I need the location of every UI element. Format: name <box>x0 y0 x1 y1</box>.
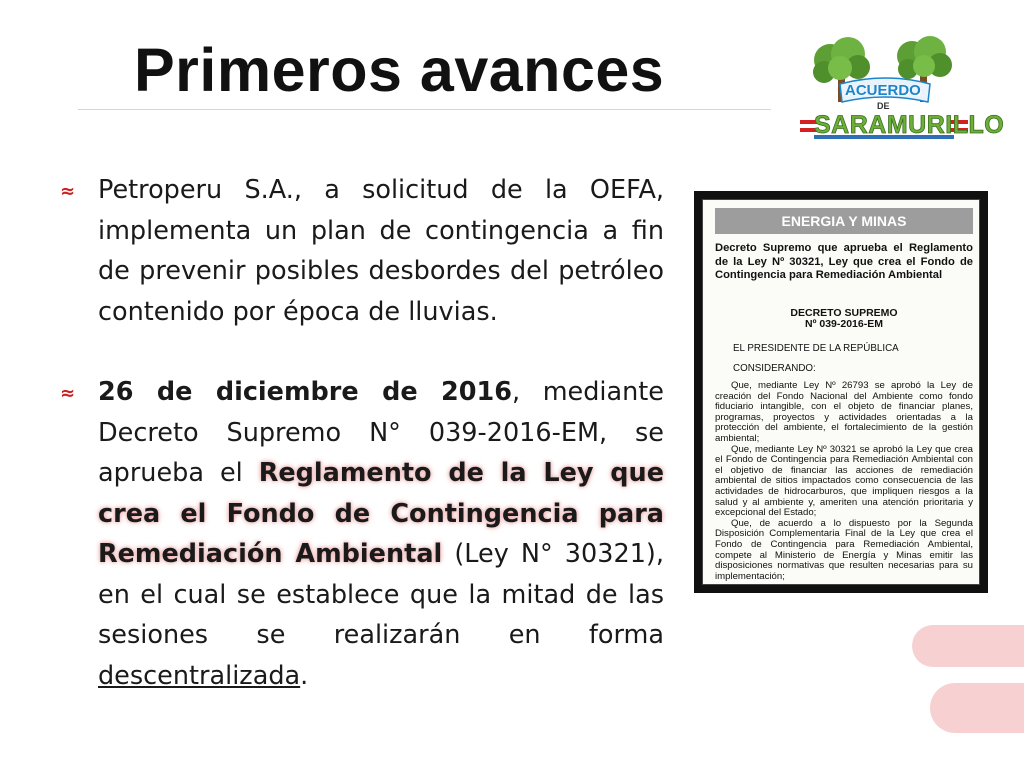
clipping-section-header: ENERGIA Y MINAS <box>715 208 973 234</box>
bullet-marker-icon: ≈ <box>60 383 76 404</box>
clipping-body <box>715 381 973 582</box>
regulation-highlight: Reglamento de la Ley que crea el Fondo de Contingencia para Remediación Ambiental <box>98 458 664 569</box>
clipping-paragraph: Que, de acuerdo a lo dispuesto por la Segunda Disposición Complementaria Final de la Ley que crea el Fondo de Contingencia para Remediación Ambiental, compete al Ministerio de Energía y Minas emitir las disposiciones normativas que resulten necesarias para su implementación; <box>715 517 973 582</box>
clipping-considerando: CONSIDERANDO: <box>733 363 816 374</box>
bullet-text-part: (Ley N° 30321), en el cual se establece que la mitad de las sesiones se realizarán en forma <box>98 539 664 650</box>
clipping-president: EL PRESIDENTE DE LA REPÚBLICA <box>733 343 899 354</box>
bullet-item <box>60 170 664 332</box>
underlined-term: descentralizada <box>98 660 301 691</box>
decree-label: DECRETO SUPREMO <box>790 307 898 319</box>
logo-word-saramurillo: SARAMURILLO <box>814 111 1005 139</box>
acuerdo-de-saramurillo-logo <box>800 32 1005 147</box>
decree-number: Nº 039-2016-EM <box>805 318 883 330</box>
title-divider <box>78 109 771 110</box>
bullet-text-part: , mediante Decreto Supremo N° 039-2016-EM, se aprueba el <box>98 377 664 488</box>
bullet-date: 26 de diciembre de 2016 <box>98 377 512 407</box>
decree-clipping-image <box>694 191 988 593</box>
clipping-paragraph: Que, mediante Ley Nº 30321 se aprobó la Ley que crea el Fondo de Contingencia para Remediación Ambiental con el objetivo de financiar las acciones de remediación ambiental de sitios impactados como consecuencia de las actividades de hidrocarburos, que impliquen riesgos a la salud y al ambiente y, ameriten una atención prioritaria y excepcional del Estado; <box>715 443 973 519</box>
logo-word-acuerdo: ACUERDO <box>845 82 921 99</box>
clipping-headline: Decreto Supremo que aprueba el Reglamento de la Ley Nº 30321, Ley que crea el Fondo de Contingencia para Remediación Ambiental <box>715 242 973 281</box>
bullet-text-end: . <box>300 660 309 691</box>
decorative-pink-shape <box>912 625 1024 667</box>
bullet-item <box>60 372 664 696</box>
bullet-list <box>60 170 664 696</box>
clipping-decree-title <box>715 308 973 330</box>
clipping-paragraph: Que, mediante Ley Nº 26793 se aprobó la Ley de creación del Fondo Nacional del Ambiente como fondo fiduciario intangible, con el objeto de financiar planes, programas, proyectos y actividades orientadas a la protección del ambiente, el fortalecimiento de la gestión ambiental; <box>715 380 973 444</box>
bullet-marker-icon: ≈ <box>60 181 76 202</box>
clipping-paper <box>702 199 980 585</box>
decorative-pink-shape <box>930 683 1024 733</box>
slide-title: Primeros avances <box>134 36 665 104</box>
logo-word-de: DE <box>877 101 890 111</box>
bullet-text: Petroperu S.A., a solicitud de la OEFA, implementa un plan de contingencia a fin de prevenir posibles desbordes del petróleo contenido por época de lluvias. <box>98 175 664 327</box>
